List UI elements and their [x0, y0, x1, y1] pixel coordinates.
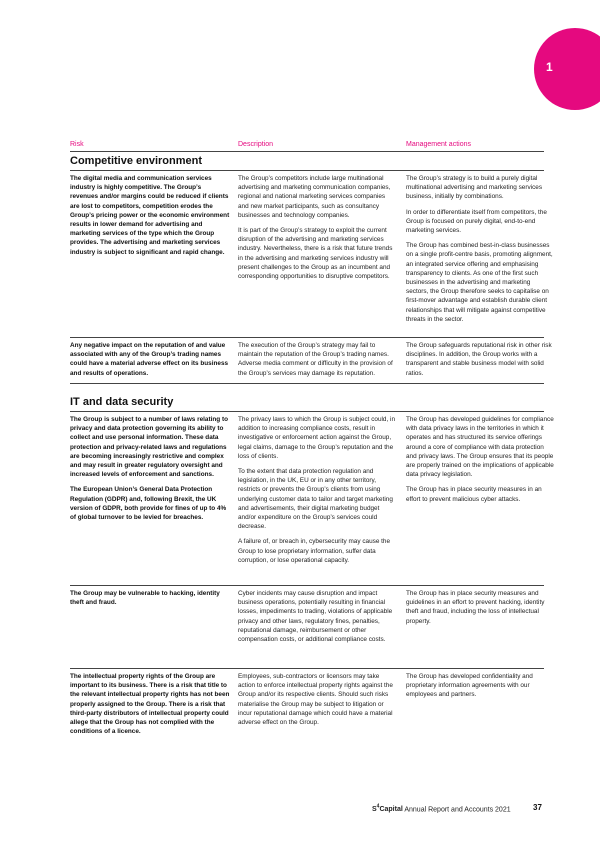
- management-paragraph: The Group has in place security measures in an effort to prevent malicious cyber attacks.: [406, 486, 542, 503]
- risk-cell: [70, 341, 230, 384]
- management-paragraph: The Group has developed guidelines for compliance with data privacy laws in the territories in which it operates and has structured its service offerings around a core of compliance with data protection and privacy laws. The Group ensures that its people are properly trained on the implications of applicable data privacy legislation.: [406, 416, 554, 479]
- risk-text: The digital media and communication services industry is highly competitive. The Group’s revenues and/or margins could be reduced if clients are lost to competitors, competition erodes the Group’s pricing power or the economic environment results in lower demand for advertising and marketing services of the type which the Group provides. The advertising and marketing services industry is subject to significant and rapid change.: [70, 175, 230, 256]
- section-number: 1: [546, 60, 553, 74]
- description-paragraph: A failure of, or breach in, cybersecurity may cause the Group to lose proprietary information, suffer data corruption, or lose operational capacity.: [238, 538, 391, 564]
- description-cell: [238, 672, 396, 733]
- brand-prefix: S: [372, 806, 377, 814]
- column-header-description: Description: [238, 141, 274, 148]
- description-paragraph: Employees, sub-contractors or licensors may take action to enforce intellectual property rights against the Group and/or its respective clients. Should such risks materialise the Group may be subject to litigation or incur reputational damage which could have a material adverse effect on the Group.: [238, 673, 393, 727]
- risk-text: The Group is subject to a number of laws relating to privacy and data protection governing its ability to collect and use personal information. These data protection and privacy-related laws and regulations are becoming increasingly restrictive and complex and may result in greater regulatory oversight and increased levels of enforcement and sanctions.: [70, 416, 229, 479]
- divider: [70, 170, 544, 171]
- description-cell: [238, 589, 396, 650]
- risk-text: The European Union’s General Data Protection Regulation (GDPR) and, following Brexit, the UK version of GDPR, both provide for fines of up to 4% of global turnover to be levied for breaches.: [70, 486, 227, 522]
- management-paragraph: The Group has in place security measures and guidelines in an effort to prevent hacking, identity theft and fraud, including the loss of intellectual property.: [406, 590, 545, 625]
- divider: [70, 151, 544, 152]
- section-title-it-security: IT and data security: [70, 396, 174, 408]
- management-paragraph: In order to differentiate itself from competitors, the Group is focused on purely digital, end-to-end marketing services.: [406, 208, 547, 235]
- management-paragraph: The Group’s strategy is to build a purely digital multinational advertising and marketing services business, initially by combinations.: [406, 175, 543, 201]
- management-paragraph: The Group has developed confidentiality and proprietary information agreements with our employees and partners.: [406, 673, 533, 699]
- brand-suffix: Capital: [379, 806, 403, 814]
- description-cell: [238, 174, 396, 287]
- management-paragraph: The Group has combined best-in-class businesses on a single profit-centre basis, promoting alignment, an integrated service offering and emphasising transparency to clients. As one of the first such businesses in the advertising and marketing sectors, the Group therefore seeks to capitalise on first-mover advantage and establish durable client relationships that will mitigate against competitive threats in the sector.: [406, 242, 553, 323]
- risk-cell: [70, 589, 230, 613]
- description-paragraph: The execution of the Group’s strategy may fail to maintain the reputation of the Group’s trading names. Adverse media comment or difficulty in the provision of the Group’s services may damage its reputation.: [238, 342, 393, 377]
- description-cell: [238, 341, 396, 384]
- description-paragraph: To the extent that data protection regulation and legislation, in the UK, EU or in any other territory, restricts or prevents the Group’s clients from using underlying customer data to tailor and target marketing and advertisements, their digital marketing budget and/or expenditure on the Group’s services could decrease.: [238, 468, 393, 531]
- management-paragraph: The Group safeguards reputational risk in other risk disciplines. In addition, the Group works with a transparent and stable business model with solid ratios.: [406, 342, 552, 377]
- page-number: 37: [533, 803, 542, 812]
- divider: [70, 337, 544, 338]
- divider: [70, 411, 544, 412]
- description-paragraph: The privacy laws to which the Group is subject could, in addition to increasing compliance costs, result in investigative or enforcement action against the Group, legal claims, damage to the Group’s reputation and the loss of clients.: [238, 416, 395, 460]
- description-paragraph: The Group’s competitors include large multinational advertising and marketing communication companies, regional and national marketing services companies and new market participants, such as consultancy businesses and technology companies.: [238, 175, 391, 219]
- risk-cell: [70, 672, 230, 742]
- risk-cell: [70, 415, 230, 528]
- divider: [70, 585, 544, 586]
- description-cell: [238, 415, 396, 571]
- divider: [70, 383, 544, 384]
- management-cell: [406, 341, 554, 384]
- section-title-competitive: Competitive environment: [70, 155, 203, 167]
- section-tab: [534, 28, 600, 110]
- column-header-management: Management actions: [406, 141, 471, 148]
- management-cell: [406, 174, 554, 330]
- risk-text: Any negative impact on the reputation of and value associated with any of the Group’s trading names could have a material adverse effect on its business and results of operations.: [70, 342, 229, 377]
- description-paragraph: It is part of the Group’s strategy to exploit the current disruption of the advertising and marketing services industry. Nevertheless, there is a risk that future trends in the advertising and marketing services industry will present challenges to the Group as an incumbent and corresponding opportunities to disruptive competitors.: [238, 227, 393, 281]
- risk-text: The intellectual property rights of the Group are important to its business. There is a risk that title to the relevant intellectual property rights has not been properly assigned to the Group. There is a risk that third-party distributors of intellectual property could allege that the Group has not complied with the conditions of a licence.: [70, 673, 230, 736]
- brand-superscript: 4: [376, 804, 380, 810]
- management-cell: [406, 672, 554, 706]
- description-paragraph: Cyber incidents may cause disruption and impact business operations, potentially resulting in financial losses, impediments to trading, violations of applicable privacy and other laws, regulatory fines, penalties, reputational damage, reimbursement or other compensation costs, or additional compliance costs.: [238, 590, 393, 644]
- management-cell: [406, 415, 554, 510]
- risk-cell: [70, 174, 230, 263]
- brand-logo: [372, 806, 403, 813]
- divider: [70, 668, 544, 669]
- report-name: Annual Report and Accounts 2021: [402, 806, 511, 814]
- management-cell: [406, 589, 554, 632]
- column-header-risk: Risk: [70, 141, 84, 148]
- footer-report-title: [372, 804, 511, 813]
- risk-text: The Group may be vulnerable to hacking, identity theft and fraud.: [70, 590, 220, 607]
